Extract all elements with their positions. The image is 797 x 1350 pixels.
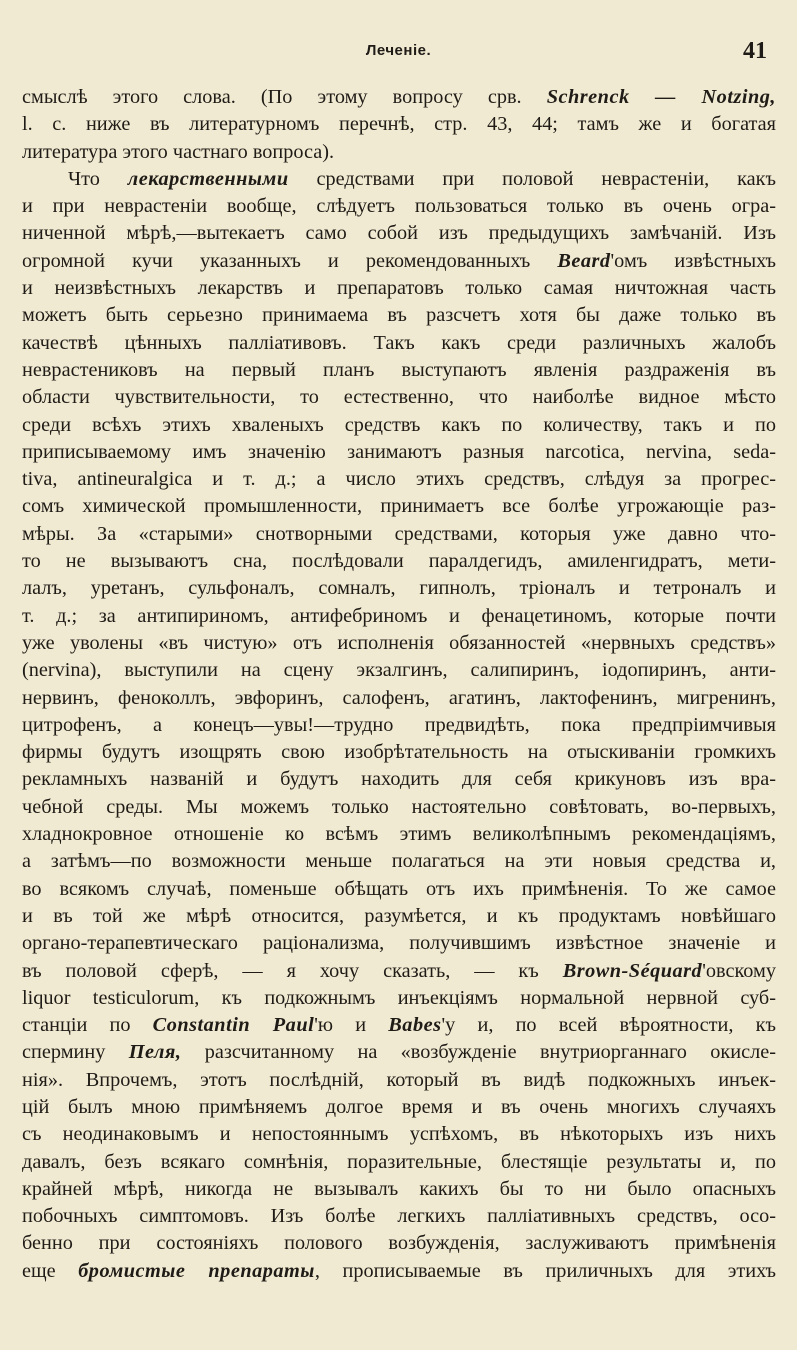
text-line xyxy=(22,985,776,1012)
text-run: станціи по xyxy=(22,1014,153,1037)
text-run: въ половой сферѣ, — я хочу сказать, — къ xyxy=(22,959,563,982)
emphasized-text: бромистые препараты xyxy=(78,1259,315,1282)
text-run: бенно при состояніяхъ полового возбужденія, заслуживаютъ примѣненія xyxy=(22,1232,776,1255)
text-run: , прописываемые въ приличныхъ для этихъ xyxy=(314,1259,776,1282)
text-line xyxy=(22,739,776,766)
text-line xyxy=(22,1067,776,1094)
text-run: среди всѣхъ этихъ хваленыхъ средствъ какъ по количеству, такъ и по xyxy=(22,413,776,436)
text-line xyxy=(22,275,776,302)
text-line xyxy=(22,1176,776,1203)
text-line xyxy=(22,1012,776,1039)
text-run: нервинъ, феноколлъ, эвфоринъ, салофенъ, агатинъ, лактофенинъ, мигренинъ, xyxy=(22,686,776,709)
text-line xyxy=(22,1258,776,1285)
page-header xyxy=(0,38,797,70)
text-line xyxy=(22,111,776,138)
text-run: 'овскому xyxy=(702,959,776,982)
text-run: спермину xyxy=(22,1041,129,1064)
text-run: во всякомъ случаѣ, поменьше обѣщать отъ ихъ примѣненія. То же самое xyxy=(22,877,776,900)
text-line xyxy=(22,466,776,493)
text-run: и при неврастеніи вообще, слѣдуетъ пользоваться только въ очень огра- xyxy=(22,195,776,218)
text-run: разсчитанному на «возбужденіе внутриорганнаго окисле- xyxy=(181,1041,776,1064)
emphasized-text: Schrenck — Notzing, xyxy=(546,86,776,108)
text-line xyxy=(22,821,776,848)
text-line xyxy=(22,685,776,712)
text-line xyxy=(22,439,776,466)
emphasized-text: Пеля, xyxy=(128,1041,182,1064)
text-line xyxy=(22,1039,776,1066)
text-line xyxy=(22,521,776,548)
text-run: и въ той же мѣрѣ относится, разумѣется, и къ продуктамъ новѣйшаго xyxy=(22,904,776,927)
text-run: неврастениковъ на первый планъ выступаютъ явленія раздраженія въ xyxy=(22,358,776,381)
text-run: мѣры. За «старыми» снотворными средствами, которыя уже давно что- xyxy=(22,522,776,545)
text-run: крайней мѣрѣ, никогда не вызывалъ какихъ бы то ни было опасныхъ xyxy=(22,1177,776,1200)
text-line xyxy=(22,302,776,329)
text-run: 'омъ извѣстныхъ xyxy=(610,249,776,272)
text-run: то не вызываютъ сна, послѣдовали паралдегидъ, амиленгидратъ, мети- xyxy=(22,550,776,573)
text-run: литература этого частнаго вопроса). xyxy=(22,140,335,163)
text-run: лалъ, уретанъ, сульфоналъ, сомналъ, гипнолъ, тріоналъ и тетроналъ и xyxy=(22,577,776,600)
text-run: 'у и, по всей вѣроятности, къ xyxy=(441,1014,776,1037)
text-run: сомъ химической промышленности, принимаетъ все болѣе угрожающіе раз- xyxy=(22,495,776,518)
text-line xyxy=(22,712,776,739)
text-run: фирмы будутъ изощрять свою изобрѣтательность на отыскиваніи громкихъ xyxy=(22,741,776,764)
text-line xyxy=(22,1121,776,1148)
text-run: liquor testiculorum, къ подкожнымъ инъекціямъ нормальной нервной суб- xyxy=(22,986,776,1009)
text-run: области чувствительности, то естественно, что наиболѣе видное мѣсто xyxy=(22,386,776,409)
text-line xyxy=(22,1230,776,1257)
text-run: ниченной мѣрѣ,—вытекаетъ само собой изъ предыдущихъ замѣчаній. Изъ xyxy=(22,222,776,245)
text-line xyxy=(22,1203,776,1230)
text-line xyxy=(22,876,776,903)
text-line xyxy=(22,903,776,930)
text-run: можетъ быть серьезно принимаема въ разсчетъ хотя бы даже только въ xyxy=(22,304,776,327)
emphasized-text: лекарственными xyxy=(127,167,289,190)
text-line xyxy=(22,84,776,111)
text-line xyxy=(22,330,776,357)
text-run: т. д.; за антипириномъ, антифебриномъ и фенацетиномъ, которые почти xyxy=(22,604,776,627)
text-line xyxy=(22,766,776,793)
text-line xyxy=(22,575,776,602)
text-run: качествѣ цѣнныхъ палліативовъ. Такъ какъ среди различныхъ жалобъ xyxy=(22,331,776,354)
text-line xyxy=(22,384,776,411)
text-line xyxy=(22,248,776,275)
text-line xyxy=(22,166,776,193)
text-run: tiva, antineuralgica и т. д.; а число этихъ средствъ, слѣдуя за прогрес- xyxy=(22,468,776,491)
emphasized-text: Brown-Séquard xyxy=(562,959,703,982)
text-line xyxy=(22,1149,776,1176)
text-run: приписываемому имъ значенію занимаютъ разныя narcotica, nervina, seda- xyxy=(22,440,776,463)
text-run: 'ю и xyxy=(314,1014,389,1037)
emphasized-text: Babes xyxy=(388,1014,442,1037)
text-run: а затѣмъ—по возможности меньше полагаться на эти новыя средства и, xyxy=(22,850,776,873)
text-run: (nervina), выступили на сцену экзалгинъ, салипиринъ, іодопиринъ, анти- xyxy=(22,659,776,682)
text-run: цитрофенъ, а конецъ—увы!—трудно предвидѣть, пока предпріимчивыя xyxy=(22,713,776,736)
text-run: огромной кучи указанныхъ и рекомендованныхъ xyxy=(22,249,558,272)
text-line xyxy=(22,603,776,630)
text-run: и неизвѣстныхъ лекарствъ и препаратовъ только самая ничтожная часть xyxy=(22,277,776,300)
text-run: органо-терапевтическаго раціонализма, получившимъ извѣстное значеніе и xyxy=(22,932,776,955)
text-line xyxy=(22,1094,776,1121)
emphasized-text: Constantin Paul xyxy=(152,1014,315,1037)
page-number: 41 xyxy=(743,38,767,64)
text-run: хладнокровное отношеніе ко всѣмъ этимъ великолѣпнымъ рекомендаціямъ, xyxy=(22,823,776,846)
text-run: съ неодинаковымъ и непостояннымъ успѣхомъ, въ нѣкоторыхъ изъ нихъ xyxy=(22,1123,776,1146)
text-run: рекламныхъ названій и будутъ находить для себя крикуновъ изъ вра- xyxy=(22,768,776,791)
text-line xyxy=(22,193,776,220)
text-run: еще xyxy=(22,1259,79,1282)
text-run: нія». Впрочемъ, этотъ послѣдній, который въ видѣ подкожныхъ инъек- xyxy=(22,1068,776,1091)
text-line xyxy=(22,794,776,821)
running-head: Леченіе. xyxy=(365,42,432,59)
emphasized-text: Beard xyxy=(557,249,611,272)
text-run: давалъ, безъ всякаго сомнѣнія, поразительные, блестящіе результаты и, по xyxy=(22,1150,776,1173)
text-line xyxy=(22,220,776,247)
text-line xyxy=(22,630,776,657)
text-run: уже уволены «въ чистую» отъ исполненія обязанностей «нервныхъ средствъ» xyxy=(22,631,776,654)
text-line xyxy=(22,493,776,520)
text-run: Что xyxy=(68,167,128,190)
text-line xyxy=(22,657,776,684)
text-line xyxy=(22,930,776,957)
text-line xyxy=(22,548,776,575)
text-line xyxy=(22,412,776,439)
text-run: l. c. ниже въ литературномъ перечнѣ, стр. 43, 44; тамъ же и богатая xyxy=(22,113,776,136)
text-run: смыслѣ этого слова. (По этому вопросу срв. xyxy=(22,86,547,108)
text-line xyxy=(22,848,776,875)
body-text xyxy=(22,84,776,1285)
text-line xyxy=(22,357,776,384)
text-line xyxy=(22,139,776,166)
text-run: средствами при половой неврастеніи, какъ xyxy=(288,167,776,190)
text-run: цій былъ мною примѣняемъ долгое время и въ очень многихъ случаяхъ xyxy=(22,1095,776,1118)
text-run: побочныхъ симптомовъ. Изъ болѣе легкихъ палліативныхъ средствъ, осо- xyxy=(22,1205,776,1228)
text-line xyxy=(22,958,776,985)
text-run: чебной среды. Мы можемъ только настоятельно совѣтовать, во-первыхъ, xyxy=(22,795,776,818)
